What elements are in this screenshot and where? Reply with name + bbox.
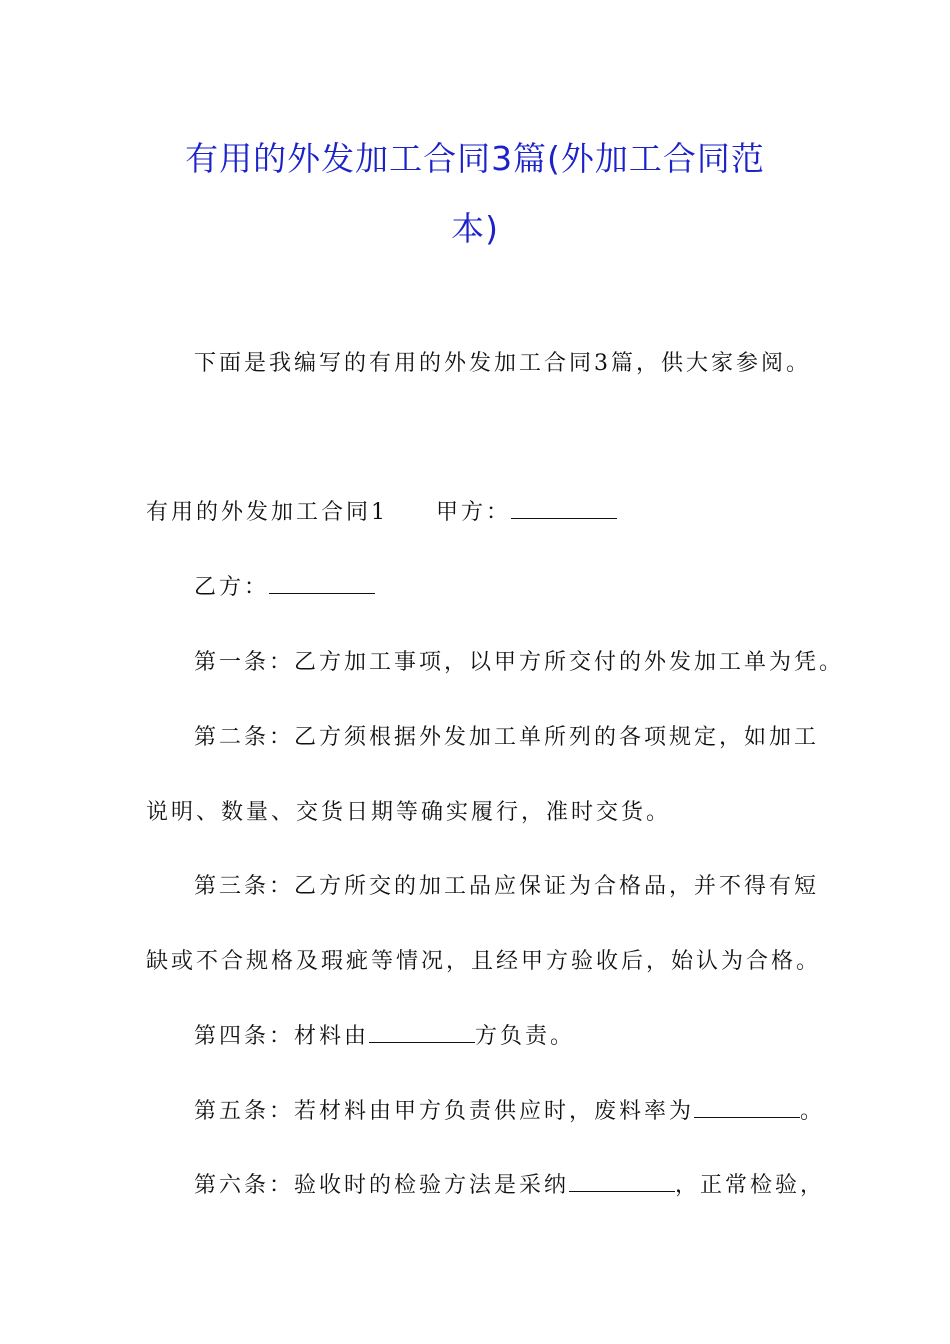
article-4-blank xyxy=(369,1024,475,1043)
article-5-text-pre: 第五条：若材料由甲方负责供应时，废料率为 xyxy=(194,1099,695,1124)
party-a-label: 甲方： xyxy=(436,500,512,525)
article-4 xyxy=(194,1019,575,1050)
article-3-line-2: 缺或不合规格及瑕疵等情况，且经甲方验收后，始认为合格。 xyxy=(146,949,822,974)
contract-heading: 有用的外发加工合同1 xyxy=(146,500,388,525)
article-4-text-pre: 第四条：材料由 xyxy=(194,1024,370,1049)
article-2-line-2: 说明、数量、交货日期等确实履行，准时交货。 xyxy=(146,800,672,825)
party-b-label: 乙方： xyxy=(194,575,270,600)
article-6 xyxy=(194,1168,825,1199)
party-b-row xyxy=(194,570,375,601)
article-5 xyxy=(194,1094,825,1125)
article-2-line-1: 第二条：乙方须根据外发加工单所列的各项规定，如加工 xyxy=(194,725,820,750)
contract-heading-row xyxy=(146,495,617,526)
article-4-text-post: 方负责。 xyxy=(475,1024,576,1049)
article-6-text-pre: 第六条：验收时的检验方法是采纳 xyxy=(194,1173,570,1198)
party-a-blank xyxy=(511,500,617,519)
document-title-line-2: 本) xyxy=(451,209,499,248)
document-title-line-1: 有用的外发加工合同3篇(外加工合同范 xyxy=(185,139,765,178)
article-5-text-post: 。 xyxy=(800,1099,826,1124)
party-b-blank xyxy=(269,575,375,594)
article-5-blank xyxy=(694,1099,800,1118)
article-6-text-post: ，正常检验， xyxy=(675,1173,826,1198)
article-1: 第一条：乙方加工事项，以甲方所交付的外发加工单为凭。 xyxy=(194,650,845,675)
article-3-line-1: 第三条：乙方所交的加工品应保证为合格品，并不得有短 xyxy=(194,874,820,899)
article-6-blank xyxy=(569,1173,675,1192)
intro-paragraph: 下面是我编写的有用的外发加工合同3篇，供大家参阅。 xyxy=(194,351,811,376)
